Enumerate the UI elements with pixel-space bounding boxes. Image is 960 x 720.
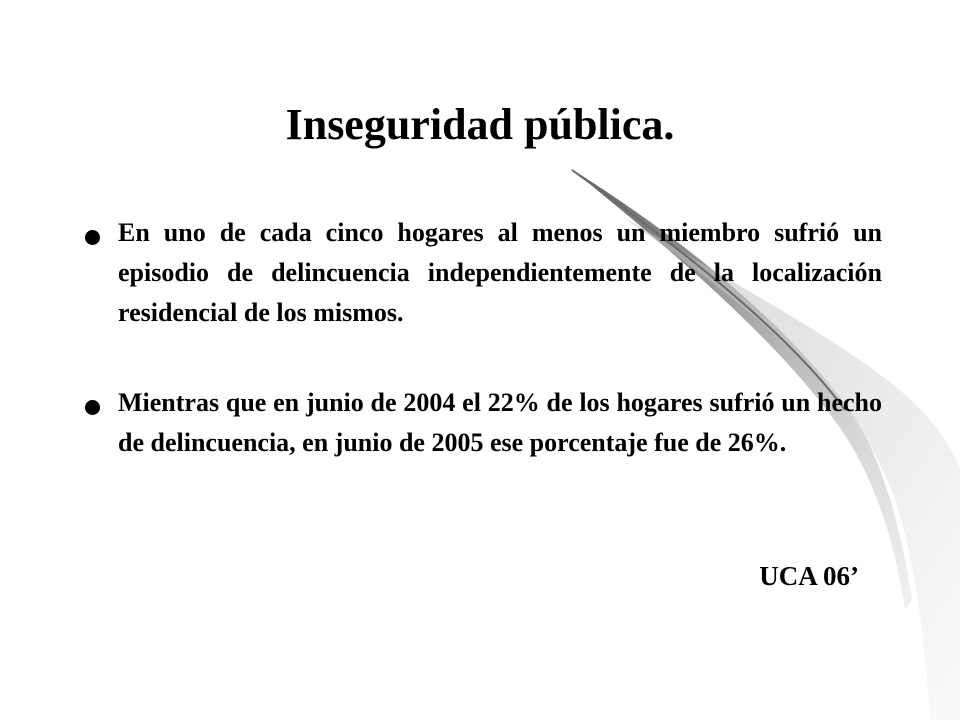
- bullet-text: En uno de cada cinco hogares al menos un miembro sufrió un episodio de delincuencia independientemente de la localización residencial de los mismos.: [118, 218, 882, 327]
- bullet-text: Mientras que en junio de 2004 el 22% de los hogares sufrió un hecho de delincuencia, en junio de 2005 ese porcentaje fue de 26%.: [118, 388, 882, 457]
- bullet-dot-icon: [85, 230, 100, 245]
- slide-title: Inseguridad pública.: [285, 100, 675, 149]
- source-note: UCA 06’: [759, 561, 859, 591]
- bullet-dot-icon: [85, 400, 100, 415]
- bullet-item: [118, 383, 882, 463]
- bullet-item: [118, 213, 882, 333]
